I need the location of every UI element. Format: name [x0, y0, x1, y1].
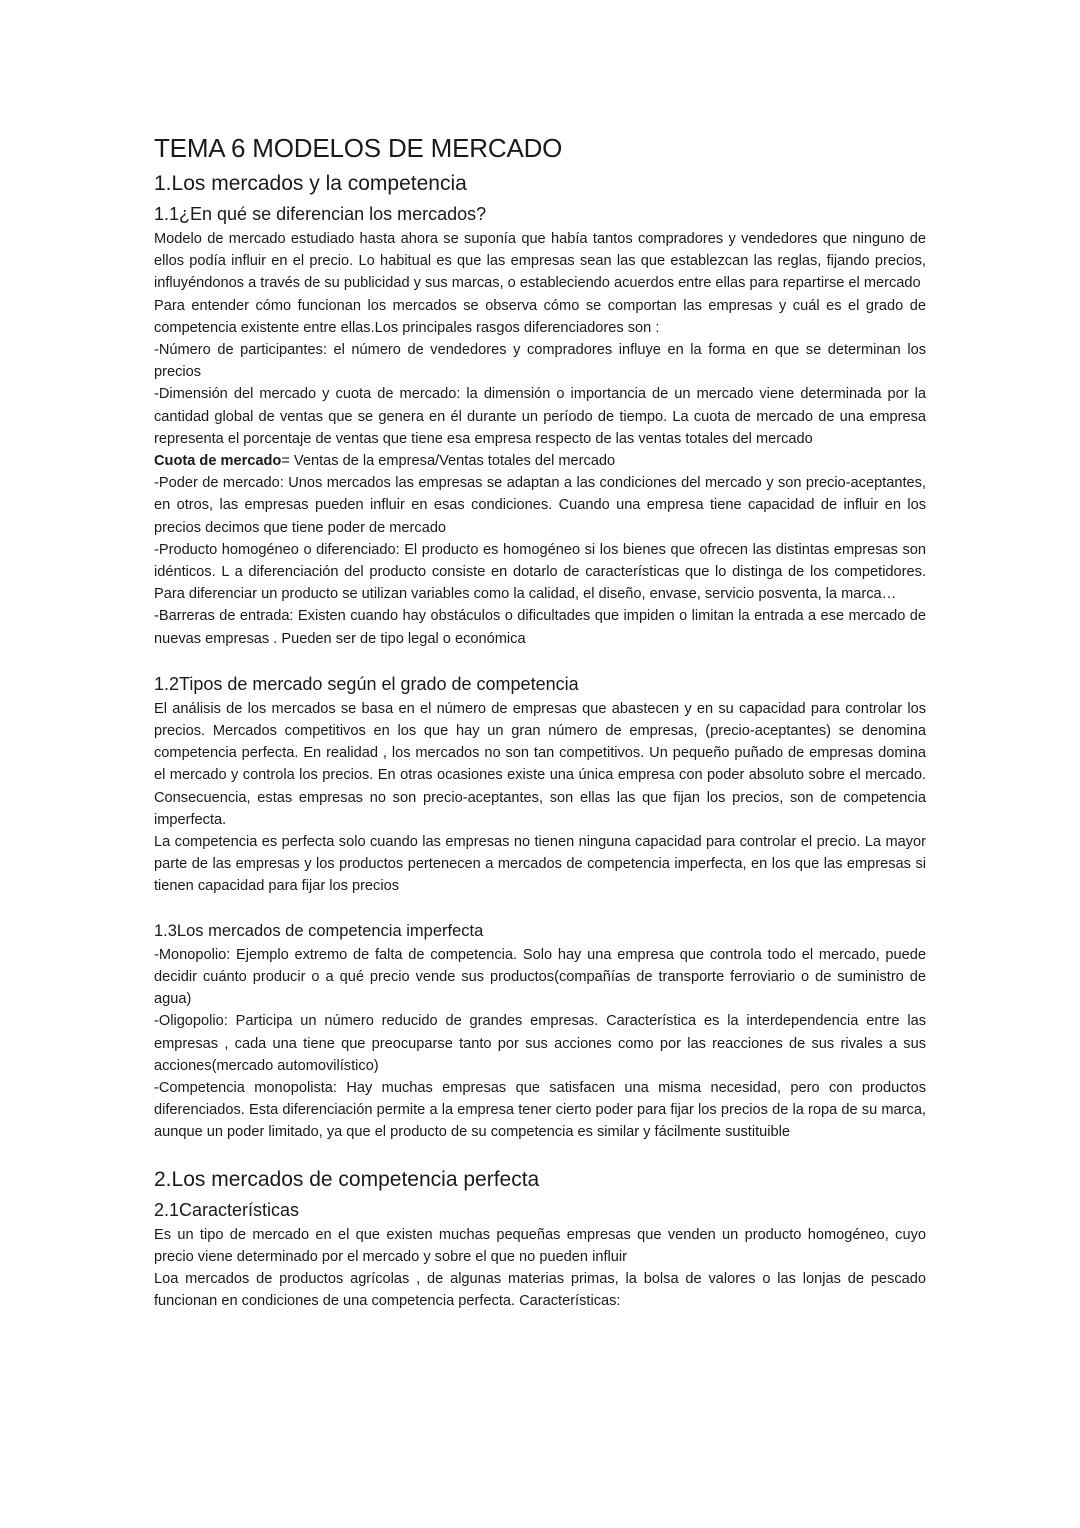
section-2-1-heading: 2.1Características [154, 1199, 300, 1220]
section-1-2-heading: 1.2Tipos de mercado según el grado de competencia [154, 673, 579, 694]
section-1-3-heading: 1.3Los mercados de competencia imperfecta [154, 921, 484, 940]
document-title: TEMA 6 MODELOS DE MERCADO [154, 133, 563, 163]
paragraph: La competencia es perfecta solo cuando las empresas no tienen ninguna capacidad para controlar el precio. La mayor parte de las empresas y los productos pertenecen a mercados de competencia imperfecta, en los que las empresas si tienen capacidad para fijar los precios [154, 834, 926, 895]
paragraph: -Barreras de entrada: Existen cuando hay obstáculos o dificultades que impiden o limitan la entrada a ese mercado de nuevas empresas . Pueden ser de tipo legal o económica [154, 608, 926, 647]
spacer [154, 650, 926, 672]
paragraph: El análisis de los mercados se basa en el número de empresas que abastecen y en su capacidad para controlar los precios. Mercados competitivos en los que hay un gran número de empresas, (precio-aceptantes) se denomina competencia perfecta. En realidad , los mercados no son tan competitivos. Un pequeño puñado de empresas domina el mercado y controla los precios. En otras ocasiones existe una única empresa con poder absoluto sobre el mercado. Consecuencia, estas empresas no son precio-aceptantes, son ellas las que fijan los precios, son de competencia imperfecta. [154, 700, 926, 828]
spacer [154, 1144, 926, 1166]
formula-line [154, 450, 926, 472]
paragraph: Loa mercados de productos agrícolas , de algunas materias primas, la bolsa de valores o las lonjas de pescado funcionan en condiciones de una competencia perfecta. Características: [154, 1270, 926, 1310]
paragraph: -Oligopolio: Participa un número reducido de grandes empresas. Característica es la interdependencia entre las empresas , cada una tiene que preocuparse tanto por sus acciones como por las reacciones de sus rivales a sus acciones(mercado automovilístico) [154, 1013, 926, 1074]
paragraph: Modelo de mercado estudiado hasta ahora se suponía que había tantos compradores y vendedores que ninguno de ellos podía influir en el precio. Lo habitual es que las empresas sean las que establezcan las reglas, fijando precios, influyéndonos a través de su publicidad y sus marcas, o estableciendo acuerdos entre ellas para repartirse el mercado [154, 231, 926, 292]
paragraph: -Dimensión del mercado y cuota de mercado: la dimensión o importancia de un mercado viene determinada por la cantidad global de ventas que se genera en él durante un período de tiempo. La cuota de mercado de una empresa representa el porcentaje de ventas que tiene esa empresa respecto de las ventas totales del mercado [154, 386, 926, 447]
section-1-1-heading: 1.1¿En qué se diferencian los mercados? [154, 204, 487, 224]
paragraph: -Número de participantes: el número de vendedores y compradores influye en la forma en que se determinan los precios [154, 342, 926, 381]
paragraph: -Producto homogéneo o diferenciado: El producto es homogéneo si los bienes que ofrecen las distintas empresas son idénticos. L a diferenciación del producto consiste en dotarlo de características que lo distinga de los competidores. Para diferenciar un producto se utilizan variables como la calidad, el diseño, envase, servicio posventa, la marca… [154, 541, 926, 603]
section-2-heading: 2.Los mercados de competencia perfecta [154, 1167, 540, 1191]
paragraph: Es un tipo de mercado en el que existen muchas pequeñas empresas que venden un producto homogéneo, cuyo precio viene determinado por el mercado y sobre el que no pueden influir [154, 1226, 926, 1265]
section-1-heading: 1.Los mercados y la competencia [154, 172, 467, 195]
spacer [154, 898, 926, 920]
paragraph: Para entender cómo funcionan los mercados se observa cómo se comportan las empresas y cuál es el grado de competencia existente entre ellas.Los principales rasgos diferenciadores son : [154, 297, 926, 336]
paragraph: -Monopolio: Ejemplo extremo de falta de competencia. Solo hay una empresa que controla todo el mercado, puede decidir cuánto producir o a qué precio vende sus productos(compañías de transporte ferroviario o de suministro de agua) [154, 946, 926, 1008]
formula-text: = Ventas de la empresa/Ventas totales del mercado [281, 453, 616, 470]
paragraph: -Competencia monopolista: Hay muchas empresas que satisfacen una misma necesidad, pero con productos diferenciados. Esta diferenciación permite a la empresa tener cierto poder para fijar los precios de la ropa de su marca, aunque un poder limitado, ya que el producto de su competencia es similar y fácilmente sustituible [154, 1079, 926, 1141]
formula-term: Cuota de mercado [154, 453, 282, 470]
paragraph: -Poder de mercado: Unos mercados las empresas se adaptan a las condiciones del mercado y son precio-aceptantes, en otros, las empresas pueden influir en esas condiciones. Cuando una empresa tiene capacidad de influir en los precios decimos que tiene poder de mercado [154, 475, 926, 536]
